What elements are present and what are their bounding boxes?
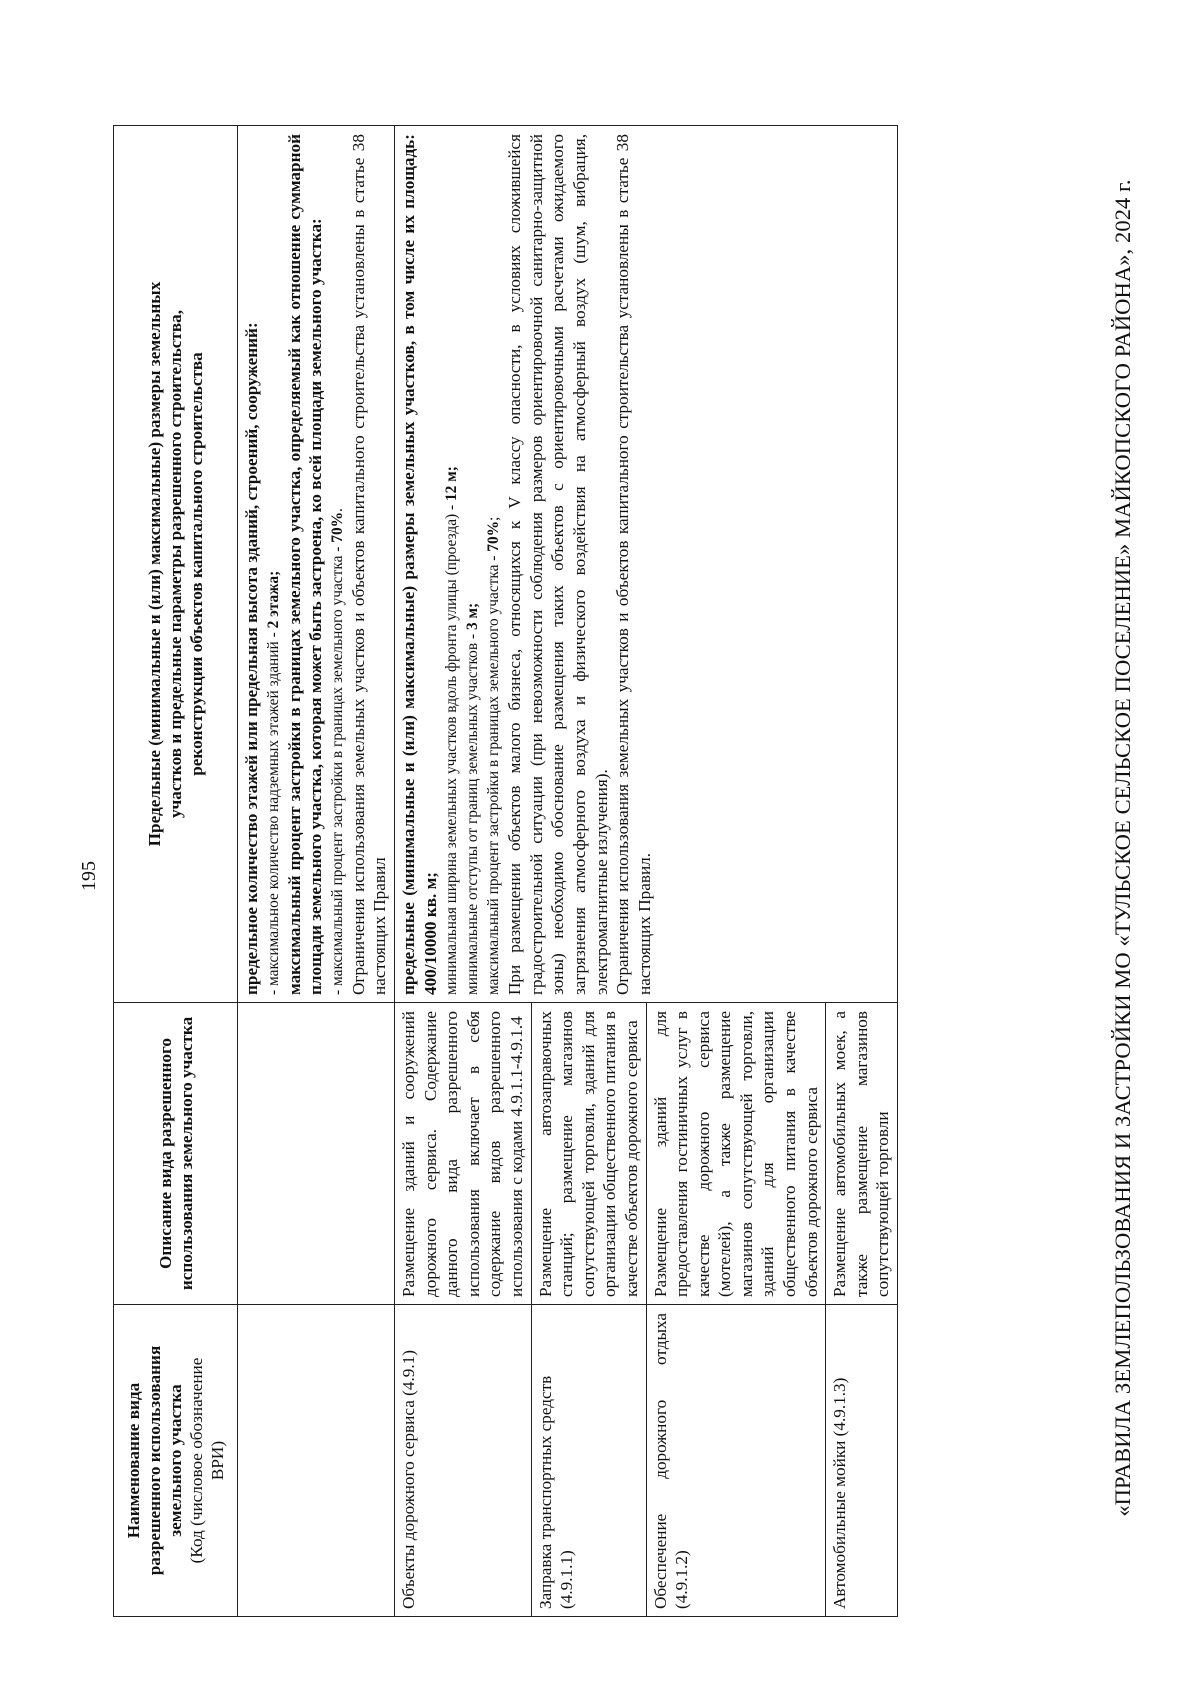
cell-use-description bbox=[238, 1003, 395, 1305]
param-text: Ограничения использования земельных участков и объектов капитального строительства установлены в статье 38 настоящих Правил bbox=[348, 134, 390, 995]
cell-limit-parameters bbox=[394, 126, 897, 1003]
cell-use-name: Объекты дорожного сервиса (4.9.1) bbox=[394, 1305, 531, 1617]
header-col1-line: Наименование вида bbox=[124, 1382, 143, 1539]
cell-use-name: Обеспечение дорожного отдыха (4.9.1.2) bbox=[646, 1305, 826, 1617]
cell-use-description: Размещение зданий и сооружений дорожного сервиса. Содержание данного вида разрешенного использования включает в себя содержание видов разрешенного использования с кодами 4.9.1.1-4.9.1.4 bbox=[394, 1003, 531, 1305]
header-col1-line: ВРИ) bbox=[208, 1440, 227, 1481]
cell-limit-parameters bbox=[238, 126, 395, 1003]
cell-use-description: Размещение автозаправочных станций; размещение магазинов сопутствующей торговли, зданий для организации общественного питания в качестве объектов дорожного сервиса bbox=[531, 1003, 646, 1305]
document-footer: «ПРАВИЛА ЗЕМЛЕПОЛЬЗОВАНИЯ И ЗАСТРОЙКИ МО «ТУЛЬСКОЕ СЕЛЬСКОЕ ПОСЕЛЕНИЕ» МАЙКОПСКОГО РАЙОНА», 2024 г. bbox=[1110, 179, 1135, 1517]
header-col1-line: разрешенного использования bbox=[145, 1345, 164, 1576]
param-value: 70% bbox=[485, 520, 503, 552]
param-value: 12 м; bbox=[443, 466, 461, 502]
param-text-part: максимальный процент застройки в границах земельного участка - bbox=[485, 551, 503, 995]
header-col2-line: Описание вида разрешенного bbox=[155, 1038, 175, 1269]
param-text: При размещении объектов малого бизнеса, относящихся к V классу опасности, в условиях сложившейся градостроительной ситуации (при невозможности соблюдения размеров ориентировочной санитарно-защитной зоны) необходимо обоснование размещения таких объектов с ориентировочными расчетами ожидаемого загрязнения атмосферного воздуха и физического воздействия на атмосферный воздух (шум, вибрация, электромагнитные излучения). bbox=[505, 134, 611, 995]
header-permitted-use-description bbox=[114, 1003, 238, 1305]
header-permitted-use-name bbox=[114, 1305, 238, 1617]
param-text-part: - максимальное количество надземных этажей зданий - bbox=[264, 628, 282, 995]
header-col1-line: земельного участка bbox=[166, 1384, 185, 1537]
cell-use-name: Автомобильные мойки (4.9.1.3) bbox=[826, 1305, 898, 1617]
param-text-part: ; bbox=[485, 516, 503, 521]
param-text: Ограничения использования земельных участков и объектов капитального строительства установлены в статье 38 настоящих Правил. bbox=[613, 134, 654, 995]
table-row bbox=[394, 126, 531, 1617]
param-text bbox=[462, 134, 483, 995]
param-text: предельное количество этажей или предельная высота зданий, строений, сооружений: bbox=[242, 322, 261, 995]
cell-use-description: Размещение зданий для предоставления гостиничных услуг в качестве дорожного сервиса (мотелей), а также размещение магазинов сопутствующей торговли, зданий для организации общественного питания в качестве объектов дорожного сервиса bbox=[646, 1003, 826, 1305]
cell-use-name: Заправка транспортных средств (4.9.1.1) bbox=[531, 1305, 646, 1617]
land-use-rules-table bbox=[113, 125, 898, 1617]
header-col3-line: участков и предельные параметры разрешенного строительства, bbox=[166, 309, 185, 819]
param-text: максимальный процент застройки в границах земельного участка, определяемый как отношение суммарной площади земельного участка, которая может быть застроена, ко всей площади земельного участка: bbox=[284, 134, 326, 995]
param-text-part: . bbox=[328, 508, 346, 512]
param-text: предельные (минимальные и (или) максимальные) размеры земельных участков, в том числе их площадь: 400/10000 кв. м; bbox=[398, 134, 440, 995]
cell-use-description: Размещение автомобильных моек, а также размещение магазинов сопутствующей торговли bbox=[826, 1003, 898, 1305]
cell-use-name bbox=[238, 1305, 395, 1617]
param-text bbox=[483, 134, 504, 995]
param-value: 70% bbox=[328, 511, 346, 543]
header-limit-parameters bbox=[114, 126, 238, 1003]
header-col1-line: (Код (числовое обозначение bbox=[187, 1357, 206, 1564]
param-text bbox=[327, 134, 348, 995]
param-text bbox=[263, 134, 284, 995]
param-text bbox=[441, 134, 462, 995]
header-col2-line: использования земельного участка bbox=[176, 1016, 196, 1291]
page-number: 195 bbox=[78, 861, 100, 891]
param-text-part: минимальная ширина земельных участков вдоль фронта улицы (проезда) - bbox=[443, 501, 461, 995]
param-text-part: минимальные отступы от границ земельных участков - bbox=[464, 630, 482, 995]
header-col3-line: Предельные (минимальные и (или) максимальные) размеры земельных bbox=[145, 281, 164, 847]
table-row bbox=[238, 126, 395, 1617]
table-header-row bbox=[114, 126, 238, 1617]
param-value: 2 этажа; bbox=[264, 570, 282, 629]
param-text-part: - максимальный процент застройки в границах земельного участка - bbox=[328, 542, 346, 995]
param-value: 3 м; bbox=[464, 602, 482, 631]
header-col3-line: реконструкции объектов капитального строительства bbox=[187, 352, 206, 776]
